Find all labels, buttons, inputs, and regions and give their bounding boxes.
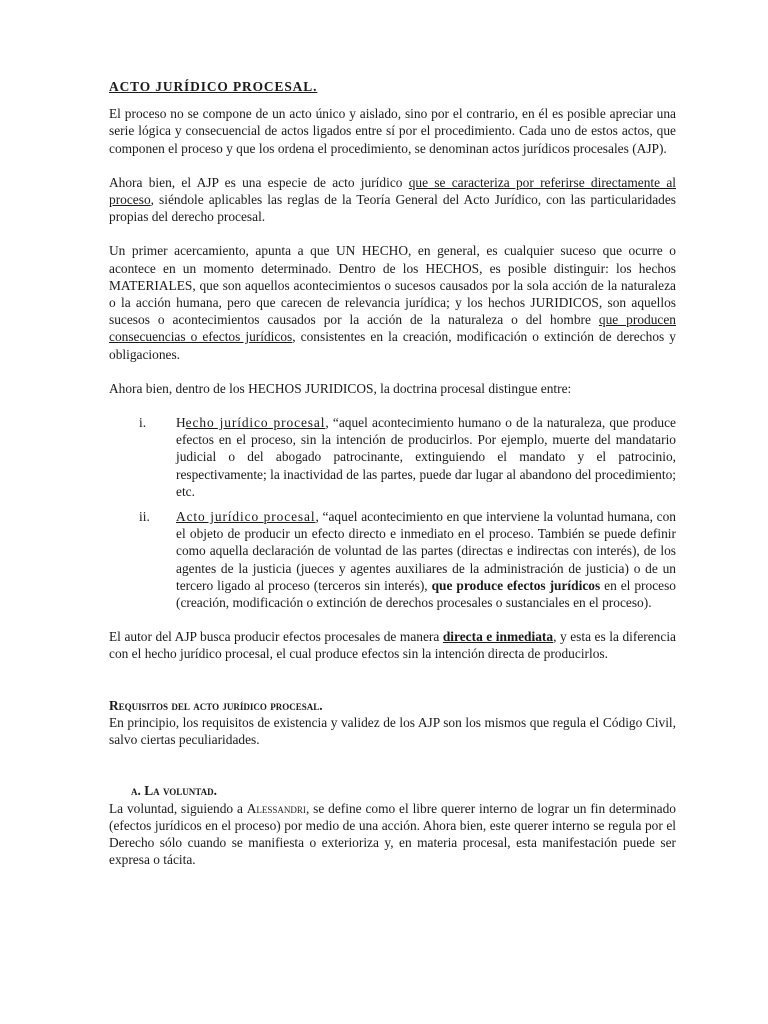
definition-list: [109, 414, 676, 611]
text-span: Ahora bien, el AJP es una especie de acto jurídico: [109, 174, 409, 190]
paragraph-distinction: [109, 380, 676, 397]
underlined-phrase: que se caracteriza por referirse directamente al proceso: [109, 174, 676, 208]
author-name: Alessandri: [246, 800, 306, 816]
document-body: [109, 78, 676, 868]
list-number: ii.: [139, 509, 150, 525]
underlined-phrase: que producen consecuencias o efectos jurídicos: [109, 312, 676, 345]
text-span: , se define como el libre querer interno de lograr un fin determinado (efectos jurídicos en el proceso) por medio de una acción. Ahora bien, este querer interno se regula por el Derecho sólo cuando se manifiesta o exterioriza y, en materia procesal, esta manifestación puede ser expresa o tácita.: [109, 800, 676, 868]
list-number: i.: [139, 415, 147, 431]
text-span: El autor del AJP busca producir efectos procesales de manera: [109, 629, 443, 645]
paragraph-intro: [109, 105, 676, 157]
paragraph-voluntad: [109, 800, 676, 869]
text-span: Ahora bien, dentro de los HECHOS JURIDICOS, la doctrina procesal distingue entre:: [109, 380, 572, 396]
text-span: Un primer acercamiento, apunta a que UN HECHO, en general, es cualquier suceso que ocurre o acontece en un momento determinado. Dentro de los HECHOS, es posible distinguir: los hechos MATERIALES, que son aquellos acontecimientos o sucesos causados por la sola acción de la naturaleza o la acción humana, pero que carecen de relevancia jurídica; y los hechos JURIDICOS, son aquellos sucesos o acontecimientos causados por la acción de la naturaleza o del hombre: [109, 243, 676, 328]
text-span: , “aquel acontecimiento humano o de la naturaleza, que produce efectos en el proceso, sin la intención de producirlos. Por ejemplo, muerte del mandatario judicial o del abogado patrocinante, extinguiendo el mandato y el patrocinio, respectivamente; la inactividad de las partes, puede dar lugar al abandono del procedimiento; etc.: [176, 415, 676, 499]
list-item: [109, 414, 676, 500]
list-item: [109, 508, 676, 611]
paragraph-intro-text: El proceso no se compone de un acto único y aislado, sino por el contrario, en él es posible apreciar una serie lógica y consecuencial de actos ligados entre sí por el procedimiento. Cada uno de estos actos, que componen el proceso y que los ordena el procedimiento, se denominan actos jurídicos procesales (AJP).: [109, 106, 676, 156]
underlined-term: echo jurídico procesal: [185, 415, 326, 431]
text-span: H: [176, 415, 186, 431]
paragraph-ajp-definition: [109, 174, 676, 226]
text-span: La voluntad, siguiendo a: [109, 800, 247, 816]
list-item-text: [176, 414, 676, 500]
text-span: , “aquel acontecimiento en que interviene la voluntad humana, con el objeto de producir un efecto directo e inmediato en el proceso. También se puede definir como aquella declaración de voluntad de las partes (directas e indirectas con interés), de los agentes de la justicia (jueces y agentes auxiliares de la administración de justicia) o de un tercero ligado al proceso (terceros sin interés),: [176, 509, 676, 593]
text-span: , y esta es la diferencia con el hecho jurídico procesal, el cual produce efectos sin la intención directa de producirlos.: [109, 629, 676, 662]
text-span: En principio, los requisitos de existencia y validez de los AJP son los mismos que regula el Código Civil, salvo ciertas peculiaridades.: [109, 714, 676, 748]
list-item-text: [176, 508, 676, 611]
text-span: , consistentes en la creación, modificación o extinción de derechos y obligaciones.: [109, 329, 676, 362]
bold-underlined-phrase: directa e inmediata: [442, 629, 554, 645]
document-title: ACTO JURÍDICO PROCESAL.: [109, 79, 318, 94]
paragraph-requisitos: [109, 714, 676, 748]
section-heading-requisitos: Requisitos del acto jurídico procesal.: [109, 697, 323, 713]
subsection-heading-voluntad: a. La voluntad.: [131, 783, 217, 799]
paragraph-hechos: [109, 242, 676, 362]
underlined-term: Acto jurídico procesal: [176, 509, 316, 525]
text-span: en el proceso (creación, modificación o extinción de derechos procesales o sustanciales en el proceso).: [176, 577, 676, 611]
paragraph-ajp-author: [109, 628, 676, 662]
text-span: , siéndole aplicables las reglas de la Teoría General del Acto Jurídico, con las particularidades propias del derecho procesal.: [109, 192, 676, 225]
bold-phrase: que produce efectos jurídicos: [431, 577, 601, 593]
